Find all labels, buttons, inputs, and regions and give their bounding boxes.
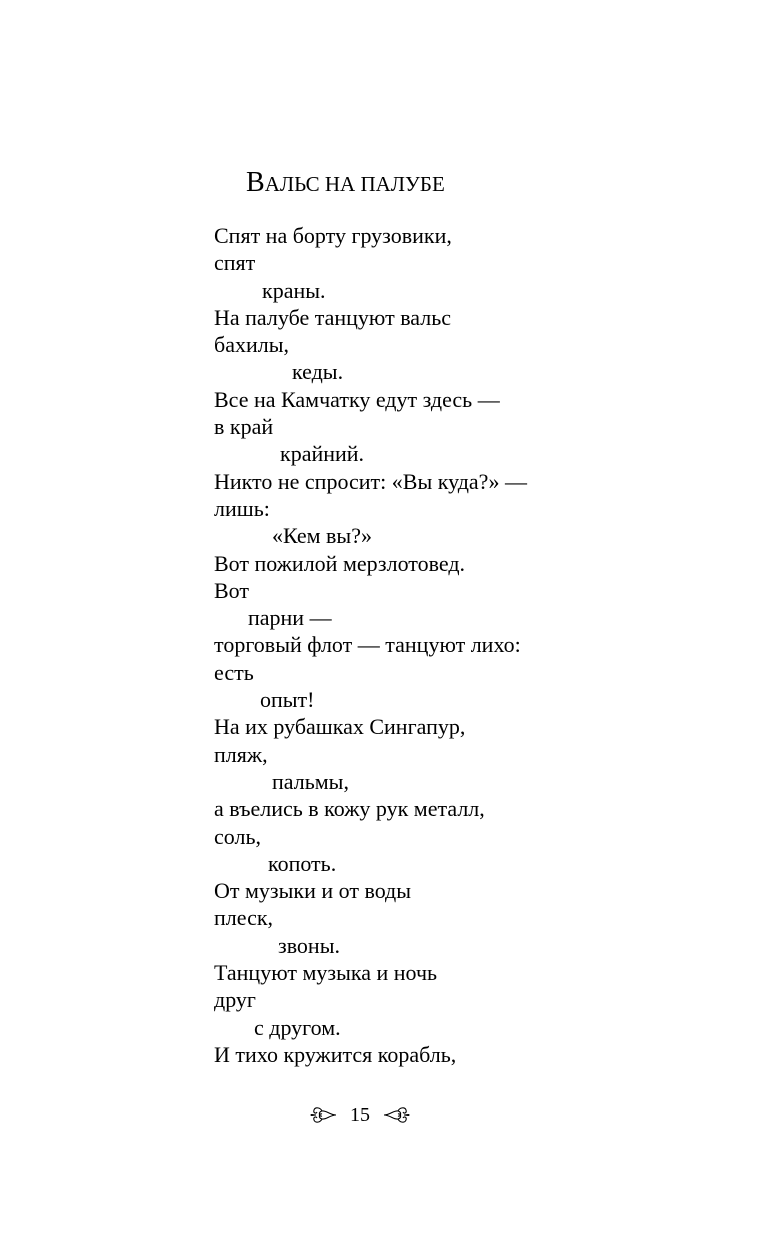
page-footer (303, 1100, 417, 1130)
poem-line: Никто не спросит: «Вы куда?» — (214, 468, 527, 494)
poem-line: бахилы, (214, 332, 289, 358)
poem-line: лишь: (214, 495, 270, 521)
poem-line: Танцуют музыка и ночь (214, 960, 438, 986)
poem-line: копоть. (268, 850, 337, 876)
poem-line: опыт! (260, 687, 315, 713)
poem-line: соль, (214, 823, 261, 849)
poem-line: торговый флот — танцуют лихо: (214, 632, 521, 658)
poem-line: краны. (262, 277, 326, 303)
poem-title (246, 160, 445, 204)
poem-line: парни — (248, 605, 332, 631)
poem-line: а въелись в кожу рук металл, (214, 796, 485, 822)
poem-line: звоны. (278, 932, 340, 958)
poem-line: Вот (214, 577, 249, 603)
poem-line: «Кем вы?» (272, 523, 372, 549)
flourish-right-icon (382, 1104, 410, 1126)
poem-line: Все на Камчатку едут здесь — (214, 386, 500, 412)
poem-line: На их рубашках Сингапур, (214, 714, 466, 740)
title-initial: В (246, 167, 265, 198)
poem-line: пальмы, (272, 768, 349, 794)
poem-line: На палубе танцуют вальс (214, 304, 452, 330)
poem-line: спят (214, 250, 256, 276)
poem-line: Спят на борту грузовики, (214, 223, 452, 248)
page-number: 15 (350, 1104, 370, 1126)
title-rest: АЛЬС НА ПАЛУБЕ (264, 172, 445, 196)
flourish-left-icon (310, 1104, 338, 1126)
poem-line: пляж, (214, 741, 268, 767)
poem-line: И тихо кружится корабль, (214, 1041, 457, 1067)
poem-line: Вот пожилой мерзлотовед. (214, 550, 466, 576)
poem-line: От музыки и от воды (214, 878, 412, 904)
poem-line: друг (214, 987, 256, 1013)
poem-line: кеды. (292, 359, 344, 385)
poem-line: крайний. (280, 441, 365, 467)
poem-body (214, 222, 527, 1068)
poem-line: есть (214, 659, 254, 685)
poem-line: плеск, (214, 905, 274, 931)
poem-line: с другом. (254, 1014, 341, 1040)
poem-line: в край (214, 414, 274, 440)
